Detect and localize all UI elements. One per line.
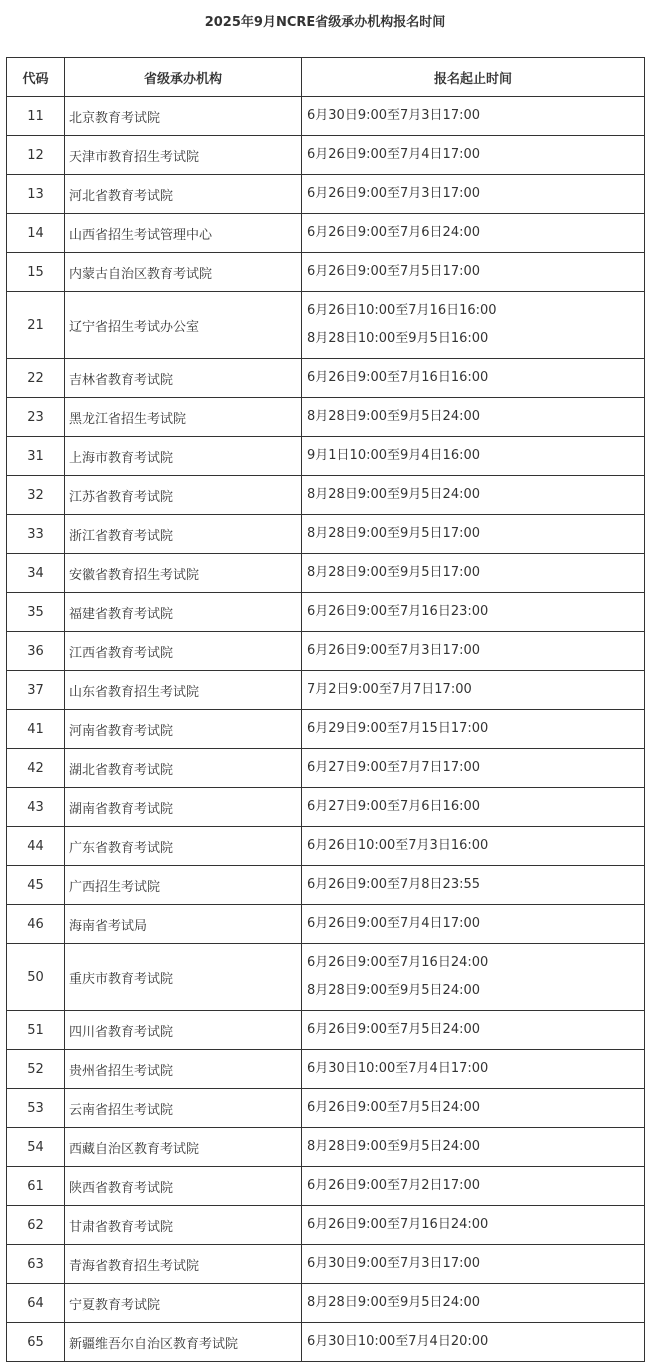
table-row xyxy=(7,1128,645,1167)
cell-time xyxy=(302,437,645,476)
cell-code: 50 xyxy=(7,944,65,1011)
time-range: 8月28日9:00至9月5日17:00 xyxy=(307,526,481,541)
cell-org: 内蒙古自治区教育考试院 xyxy=(65,253,302,292)
cell-code: 32 xyxy=(7,476,65,515)
cell-code: 54 xyxy=(7,1128,65,1167)
cell-code: 35 xyxy=(7,593,65,632)
cell-code: 22 xyxy=(7,359,65,398)
cell-code: 45 xyxy=(7,866,65,905)
cell-code: 62 xyxy=(7,1206,65,1245)
time-range: 8月28日9:00至9月5日24:00 xyxy=(307,1139,481,1154)
cell-code: 61 xyxy=(7,1167,65,1206)
cell-org: 吉林省教育考试院 xyxy=(65,359,302,398)
registration-schedule-table xyxy=(6,57,645,1362)
cell-time xyxy=(302,253,645,292)
cell-code: 41 xyxy=(7,710,65,749)
cell-code: 33 xyxy=(7,515,65,554)
table-row xyxy=(7,593,645,632)
cell-time xyxy=(302,866,645,905)
time-range: 6月26日9:00至7月16日23:00 xyxy=(307,604,489,619)
table-row xyxy=(7,1011,645,1050)
cell-time xyxy=(302,788,645,827)
cell-time xyxy=(302,292,645,359)
time-range: 8月28日9:00至9月5日24:00 xyxy=(307,983,481,998)
table-row xyxy=(7,214,645,253)
cell-time xyxy=(302,175,645,214)
cell-time xyxy=(302,214,645,253)
cell-code: 65 xyxy=(7,1323,65,1362)
time-range: 6月27日9:00至7月7日17:00 xyxy=(307,760,481,775)
cell-org: 山西省招生考试管理中心 xyxy=(65,214,302,253)
cell-code: 23 xyxy=(7,398,65,437)
table-row xyxy=(7,253,645,292)
cell-org: 天津市教育招生考试院 xyxy=(65,136,302,175)
table-row xyxy=(7,476,645,515)
time-range: 8月28日10:00至9月5日16:00 xyxy=(307,331,489,346)
table-row xyxy=(7,671,645,710)
cell-org: 宁夏教育考试院 xyxy=(65,1284,302,1323)
time-range: 6月26日9:00至7月2日17:00 xyxy=(307,1178,481,1193)
cell-org: 上海市教育考试院 xyxy=(65,437,302,476)
table-row xyxy=(7,749,645,788)
cell-code: 52 xyxy=(7,1050,65,1089)
cell-org: 甘肃省教育考试院 xyxy=(65,1206,302,1245)
cell-time xyxy=(302,671,645,710)
cell-org: 青海省教育招生考试院 xyxy=(65,1245,302,1284)
time-range: 7月2日9:00至7月7日17:00 xyxy=(307,682,472,697)
cell-org: 贵州省招生考试院 xyxy=(65,1050,302,1089)
cell-org: 湖北省教育考试院 xyxy=(65,749,302,788)
cell-org: 江西省教育考试院 xyxy=(65,632,302,671)
header-row xyxy=(7,58,645,97)
cell-time xyxy=(302,97,645,136)
cell-code: 42 xyxy=(7,749,65,788)
cell-code: 44 xyxy=(7,827,65,866)
table-row xyxy=(7,359,645,398)
time-range: 6月26日9:00至7月3日17:00 xyxy=(307,643,481,658)
time-range: 6月26日9:00至7月8日23:55 xyxy=(307,877,481,892)
cell-org: 云南省招生考试院 xyxy=(65,1089,302,1128)
header-org: 省级承办机构 xyxy=(65,58,302,97)
cell-time xyxy=(302,1050,645,1089)
table-row xyxy=(7,1050,645,1089)
cell-org: 北京教育考试院 xyxy=(65,97,302,136)
table-row xyxy=(7,136,645,175)
table-row xyxy=(7,866,645,905)
cell-org: 陕西省教育考试院 xyxy=(65,1167,302,1206)
cell-time xyxy=(302,1011,645,1050)
cell-time xyxy=(302,1206,645,1245)
time-range: 6月30日10:00至7月4日17:00 xyxy=(307,1061,489,1076)
cell-org: 江苏省教育考试院 xyxy=(65,476,302,515)
time-range: 6月26日10:00至7月3日16:00 xyxy=(307,838,489,853)
time-range: 6月30日9:00至7月3日17:00 xyxy=(307,108,481,123)
time-range: 6月26日9:00至7月16日24:00 xyxy=(307,1217,489,1232)
cell-time xyxy=(302,944,645,1011)
cell-time xyxy=(302,554,645,593)
cell-org: 重庆市教育考试院 xyxy=(65,944,302,1011)
cell-code: 11 xyxy=(7,97,65,136)
time-range: 6月26日9:00至7月3日17:00 xyxy=(307,186,481,201)
time-range: 6月26日10:00至7月16日16:00 xyxy=(307,303,497,318)
time-range: 6月29日9:00至7月15日17:00 xyxy=(307,721,489,736)
table-header xyxy=(7,58,645,97)
cell-time xyxy=(302,1167,645,1206)
table-row xyxy=(7,944,645,1011)
cell-time xyxy=(302,905,645,944)
time-range: 6月26日9:00至7月6日24:00 xyxy=(307,225,481,240)
cell-org: 河南省教育考试院 xyxy=(65,710,302,749)
time-range: 6月26日9:00至7月16日24:00 xyxy=(307,955,489,970)
cell-code: 15 xyxy=(7,253,65,292)
cell-org: 安徽省教育招生考试院 xyxy=(65,554,302,593)
cell-code: 53 xyxy=(7,1089,65,1128)
table-row xyxy=(7,1245,645,1284)
cell-code: 13 xyxy=(7,175,65,214)
time-range: 6月26日9:00至7月5日24:00 xyxy=(307,1100,481,1115)
table-row xyxy=(7,292,645,359)
cell-org: 广东省教育考试院 xyxy=(65,827,302,866)
time-range: 8月28日9:00至9月5日24:00 xyxy=(307,487,481,502)
header-code: 代码 xyxy=(7,58,65,97)
cell-org: 西藏自治区教育考试院 xyxy=(65,1128,302,1167)
cell-org: 四川省教育考试院 xyxy=(65,1011,302,1050)
time-range: 6月30日9:00至7月3日17:00 xyxy=(307,1256,481,1271)
cell-time xyxy=(302,398,645,437)
cell-time xyxy=(302,476,645,515)
table-row xyxy=(7,1167,645,1206)
table-row xyxy=(7,515,645,554)
table-row xyxy=(7,827,645,866)
table-row xyxy=(7,97,645,136)
table-row xyxy=(7,175,645,214)
table-row xyxy=(7,554,645,593)
cell-org: 湖南省教育考试院 xyxy=(65,788,302,827)
time-range: 6月30日10:00至7月4日20:00 xyxy=(307,1334,489,1349)
table-row xyxy=(7,788,645,827)
cell-time xyxy=(302,710,645,749)
cell-code: 34 xyxy=(7,554,65,593)
table-row xyxy=(7,398,645,437)
cell-time xyxy=(302,1128,645,1167)
cell-code: 46 xyxy=(7,905,65,944)
header-time: 报名起止时间 xyxy=(302,58,645,97)
cell-time xyxy=(302,1284,645,1323)
cell-time xyxy=(302,1245,645,1284)
time-range: 8月28日9:00至9月5日24:00 xyxy=(307,1295,481,1310)
time-range: 6月26日9:00至7月4日17:00 xyxy=(307,916,481,931)
table-body xyxy=(7,97,645,1362)
cell-org: 新疆维吾尔自治区教育考试院 xyxy=(65,1323,302,1362)
table-row xyxy=(7,905,645,944)
cell-code: 63 xyxy=(7,1245,65,1284)
cell-time xyxy=(302,749,645,788)
time-range: 6月26日9:00至7月4日17:00 xyxy=(307,147,481,162)
time-range: 8月28日9:00至9月5日17:00 xyxy=(307,565,481,580)
cell-code: 43 xyxy=(7,788,65,827)
cell-time xyxy=(302,1323,645,1362)
cell-code: 51 xyxy=(7,1011,65,1050)
cell-time xyxy=(302,632,645,671)
table-row xyxy=(7,1284,645,1323)
cell-time xyxy=(302,136,645,175)
time-range: 6月26日9:00至7月5日24:00 xyxy=(307,1022,481,1037)
cell-code: 64 xyxy=(7,1284,65,1323)
table-row xyxy=(7,1089,645,1128)
table-row xyxy=(7,1206,645,1245)
cell-time xyxy=(302,359,645,398)
page-title: 2025年9月NCRE省级承办机构报名时间 xyxy=(204,15,446,30)
time-range: 6月26日9:00至7月16日16:00 xyxy=(307,370,489,385)
cell-code: 12 xyxy=(7,136,65,175)
cell-org: 河北省教育考试院 xyxy=(65,175,302,214)
cell-code: 36 xyxy=(7,632,65,671)
cell-org: 福建省教育考试院 xyxy=(65,593,302,632)
cell-time xyxy=(302,827,645,866)
cell-code: 31 xyxy=(7,437,65,476)
cell-org: 浙江省教育考试院 xyxy=(65,515,302,554)
cell-time xyxy=(302,593,645,632)
cell-code: 21 xyxy=(7,292,65,359)
cell-code: 14 xyxy=(7,214,65,253)
table-row xyxy=(7,710,645,749)
cell-code: 37 xyxy=(7,671,65,710)
cell-time xyxy=(302,1089,645,1128)
table-row xyxy=(7,1323,645,1362)
cell-org: 海南省考试局 xyxy=(65,905,302,944)
cell-org: 黑龙江省招生考试院 xyxy=(65,398,302,437)
time-range: 6月26日9:00至7月5日17:00 xyxy=(307,264,481,279)
table-row xyxy=(7,632,645,671)
time-range: 8月28日9:00至9月5日24:00 xyxy=(307,409,481,424)
time-range: 9月1日10:00至9月4日16:00 xyxy=(307,448,481,463)
time-range: 6月27日9:00至7月6日16:00 xyxy=(307,799,481,814)
cell-org: 辽宁省招生考试办公室 xyxy=(65,292,302,359)
cell-org: 山东省教育招生考试院 xyxy=(65,671,302,710)
cell-org: 广西招生考试院 xyxy=(65,866,302,905)
table-row xyxy=(7,437,645,476)
cell-time xyxy=(302,515,645,554)
